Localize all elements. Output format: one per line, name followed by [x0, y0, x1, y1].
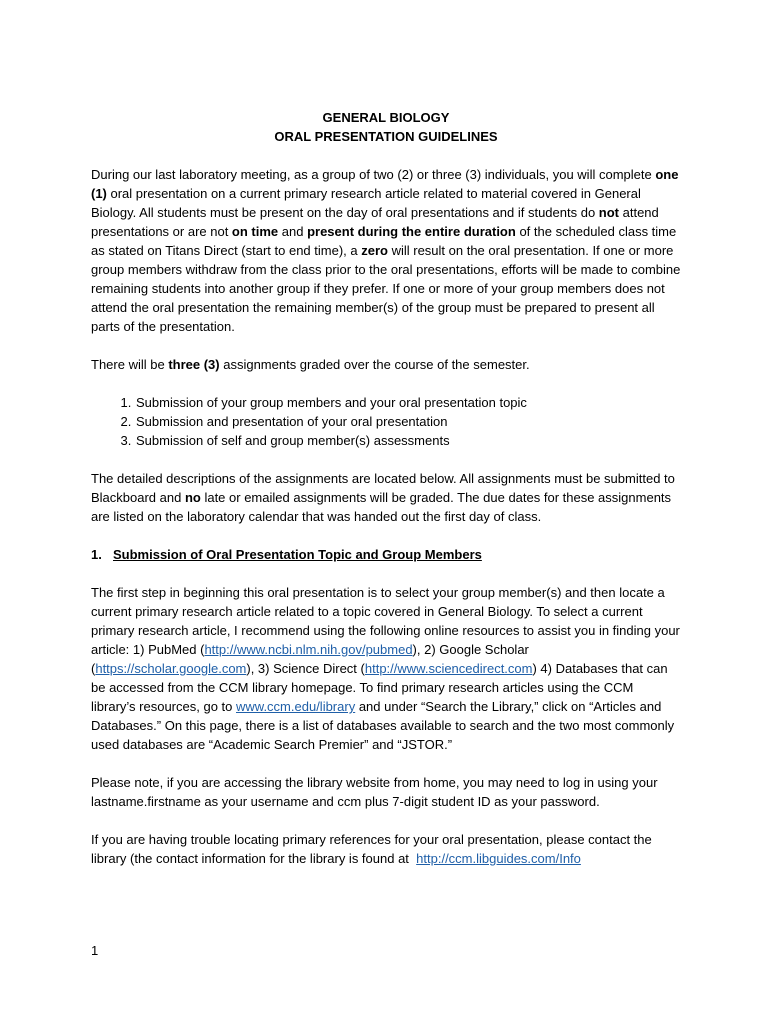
intro-paragraph: [91, 165, 681, 336]
intro-text-4: and: [278, 224, 308, 239]
resources-text-4: ) 4) Databases that can be accessed from the CCM library homepage. To find primary research articles using the CCM library’s resources, go to: [91, 661, 668, 714]
list-item: 2. Submission and presentation of your oral presentation: [135, 412, 681, 431]
resources-text-1: The first step in beginning this oral presentation is to select your group member(s) and then locate a current primary research article related to a topic covered in General Biology. To select a current primary research article, I recommend using the following online resources to assist you in finding your article: 1) PubMed (: [91, 585, 680, 657]
list-item: 1. Submission of your group members and your oral presentation topic: [135, 393, 681, 412]
document-title-line1: GENERAL BIOLOGY: [322, 110, 450, 125]
intro-text-5: of the scheduled class time as stated on Titans Direct (start to end time), a: [91, 224, 677, 258]
document-page: [91, 108, 681, 868]
section-number: 1.: [91, 547, 102, 562]
intro-bold-not: not: [598, 205, 620, 220]
count-text-1: There will be: [91, 357, 169, 372]
details-paragraph: [91, 469, 681, 526]
pubmed-link[interactable]: http://www.ncbi.nlm.nih.gov/pubmed: [204, 642, 413, 657]
intro-text-2: oral presentation on a current primary research article related to material covered in General Biology. All students must be present on the day of oral presentations and if students do: [91, 186, 641, 220]
intro-bold-zero: zero: [361, 243, 388, 258]
intro-bold-present: present during the entire duration: [307, 224, 516, 239]
libguides-link[interactable]: http://ccm.libguides.com/Info: [416, 851, 581, 866]
google-scholar-link[interactable]: https://scholar.google.com: [95, 661, 247, 676]
intro-text-1: During our last laboratory meeting, as a group of two (2) or three (3) individuals, you will complete: [91, 167, 656, 182]
details-text-1: The detailed descriptions of the assignments are located below. All assignments must be submitted to Blackboard and: [91, 471, 675, 505]
resources-text-5: and under “Search the Library,” click on “Articles and Databases.” On this page, there is a list of databases available to search and the two most commonly used databases are “Academic Search Premier” and “JSTOR.”: [91, 699, 675, 752]
assignments-list: [91, 393, 681, 450]
login-note-paragraph: Please note, if you are accessing the library website from home, you may need to log in using your lastname.firstname as your username and ccm plus 7-digit student ID as your password.: [91, 775, 658, 809]
library-contact-paragraph: [91, 830, 681, 868]
section-heading-text: Submission of Oral Presentation Topic and Group Members: [113, 547, 482, 562]
document-title-line2: ORAL PRESENTATION GUIDELINES: [274, 129, 498, 144]
count-bold-three: three (3): [168, 357, 220, 372]
resources-text-3: ), 3) Science Direct (: [246, 661, 365, 676]
sciencedirect-link[interactable]: http://www.sciencedirect.com: [364, 661, 533, 676]
details-text-2: late or emailed assignments will be graded. The due dates for these assignments are listed on the laboratory calendar that was handed out the first day of class.: [91, 490, 672, 524]
section-heading: [91, 545, 681, 564]
resources-paragraph: [91, 583, 681, 754]
count-text-2: assignments graded over the course of the semester.: [219, 357, 530, 372]
list-item: 3. Submission of self and group member(s) assessments: [135, 431, 681, 450]
page-number: 1: [91, 943, 99, 958]
ccm-library-link[interactable]: www.ccm.edu/library: [236, 699, 356, 714]
details-bold-no: no: [184, 490, 201, 505]
intro-text-3: attend presentations or are not: [91, 205, 659, 239]
contact-text-1: If you are having trouble locating primary references for your oral presentation, please contact the library (the contact information for the library is found at: [91, 832, 656, 866]
intro-bold-one: one (1): [91, 167, 679, 201]
intro-bold-on-time: on time: [231, 224, 279, 239]
assignments-count-paragraph: [91, 355, 681, 374]
intro-text-6: will result on the oral presentation. If one or more group members withdraw from the class prior to the oral presentations, efforts will be made to combine remaining students into another group if they prefer. If one or more of your group members does not attend the oral presentation the remaining member(s) of the group must be prepared to present all parts of the presentation.: [91, 243, 681, 334]
resources-text-2: ), 2) Google Scholar (: [91, 642, 529, 676]
